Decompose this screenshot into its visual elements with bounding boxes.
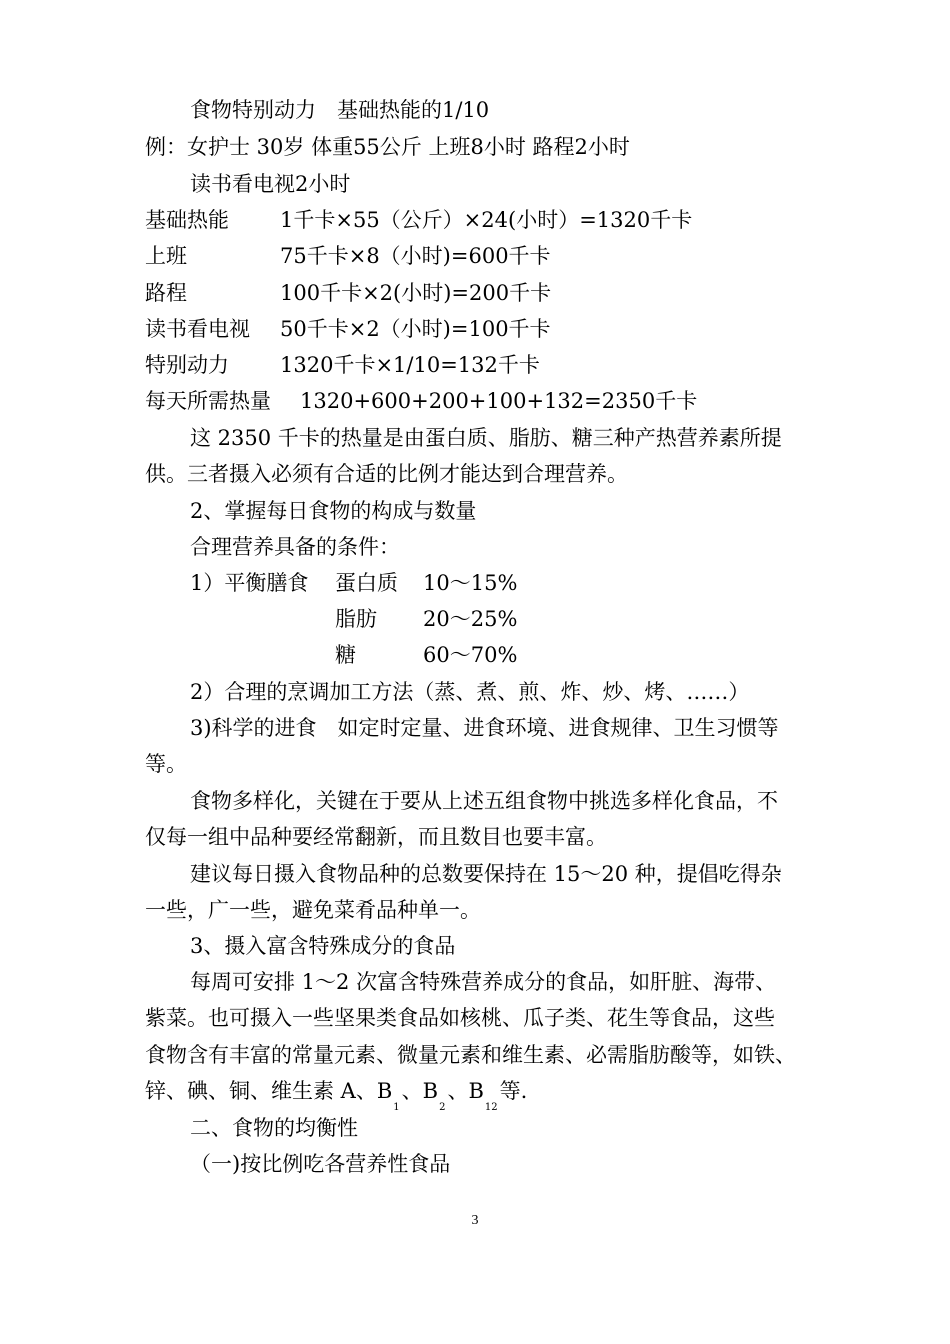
- text-run: 等.: [499, 1079, 528, 1103]
- subscript: 1: [393, 1102, 400, 1113]
- page-number: 3: [471, 1213, 479, 1228]
- ratio-pct: 20～25%: [423, 607, 518, 631]
- calc-label: 特别动力: [145, 353, 229, 377]
- balance-label: 1）平衡膳食: [190, 571, 309, 595]
- list-item: 2）合理的烹调加工方法（蒸、煮、煎、炸、炒、烤、……）: [190, 680, 750, 704]
- paragraph-line: 供。三者摄入必须有合适的比例才能达到合理营养。: [145, 462, 628, 486]
- example-line: 例：女护士 30岁 体重55公斤 上班8小时 路程2小时: [145, 135, 630, 159]
- ratio-pct: 10～15%: [423, 571, 518, 595]
- paragraph-line: 建议每日摄入食物品种的总数要保持在 15～20 种，提倡吃得杂: [190, 862, 782, 886]
- paragraph-line: 食物含有丰富的常量元素、微量元素和维生素、必需脂肪酸等，如铁、: [145, 1043, 796, 1067]
- paragraph-line: 仅每一组中品种要经常翻新，而且数目也要丰富。: [145, 825, 607, 849]
- text-line: 合理营养具备的条件：: [190, 535, 400, 559]
- list-item: 3)科学的进食 如定时定量、进食环境、进食规律、卫生习惯等: [190, 716, 779, 740]
- calc-label: 基础热能: [145, 208, 229, 232]
- calc-label: 读书看电视: [145, 317, 250, 341]
- section-heading: 3、摄入富含特殊成分的食品: [190, 934, 456, 958]
- calc-label: 上班: [145, 244, 187, 268]
- subscript: 12: [484, 1102, 498, 1113]
- calc-value: 1320千卡×1/10=132千卡: [280, 353, 540, 377]
- paragraph-line: [145, 1077, 950, 1113]
- text-run: 、B: [447, 1079, 484, 1103]
- calc-label: 路程: [145, 281, 187, 305]
- paragraph-line: 每周可安排 1～2 次富含特殊营养成分的食品，如肝脏、海带、: [190, 970, 777, 994]
- ratio-name: 脂肪: [335, 607, 377, 631]
- paragraph-line: 一些，广一些，避免菜肴品种单一。: [145, 898, 481, 922]
- section-heading: 2、掌握每日食物的构成与数量: [190, 499, 477, 523]
- text-run: 锌、碘、铜、维生素 A、B: [145, 1079, 393, 1103]
- calc-value: 100千卡×2(小时)=200千卡: [280, 281, 552, 305]
- list-item-cont: 等。: [145, 752, 187, 776]
- calc-value: 1千卡×55（公斤）×24(小时）=1320千卡: [280, 208, 693, 232]
- paragraph-line: 这 2350 千卡的热量是由蛋白质、脂肪、糖三种产热营养素所提: [190, 426, 782, 450]
- ratio-name: 蛋白质: [335, 571, 398, 595]
- subsection-heading: （一)按比例吃各营养性食品: [190, 1152, 451, 1176]
- calc-value: 50千卡×2（小时)=100千卡: [280, 317, 551, 341]
- subscript: 2: [439, 1102, 446, 1113]
- calc-total-value: 1320+600+200+100+132=2350千卡: [300, 389, 698, 413]
- ratio-name: 糖: [335, 643, 356, 667]
- text-line: 食物特别动力 基础热能的1/10: [190, 98, 490, 122]
- section-heading: 二、食物的均衡性: [190, 1116, 358, 1140]
- paragraph-line: 紫菜。也可摄入一些坚果类食品如核桃、瓜子类、花生等食品，这些: [145, 1006, 775, 1030]
- calc-value: 75千卡×8（小时)=600千卡: [280, 244, 551, 268]
- text-line: 读书看电视2小时: [190, 172, 351, 196]
- calc-total-label: 每天所需热量: [145, 389, 271, 413]
- paragraph-line: 食物多样化，关键在于要从上述五组食物中挑选多样化食品，不: [190, 789, 778, 813]
- text-run: 、B: [401, 1079, 439, 1103]
- ratio-pct: 60～70%: [423, 643, 518, 667]
